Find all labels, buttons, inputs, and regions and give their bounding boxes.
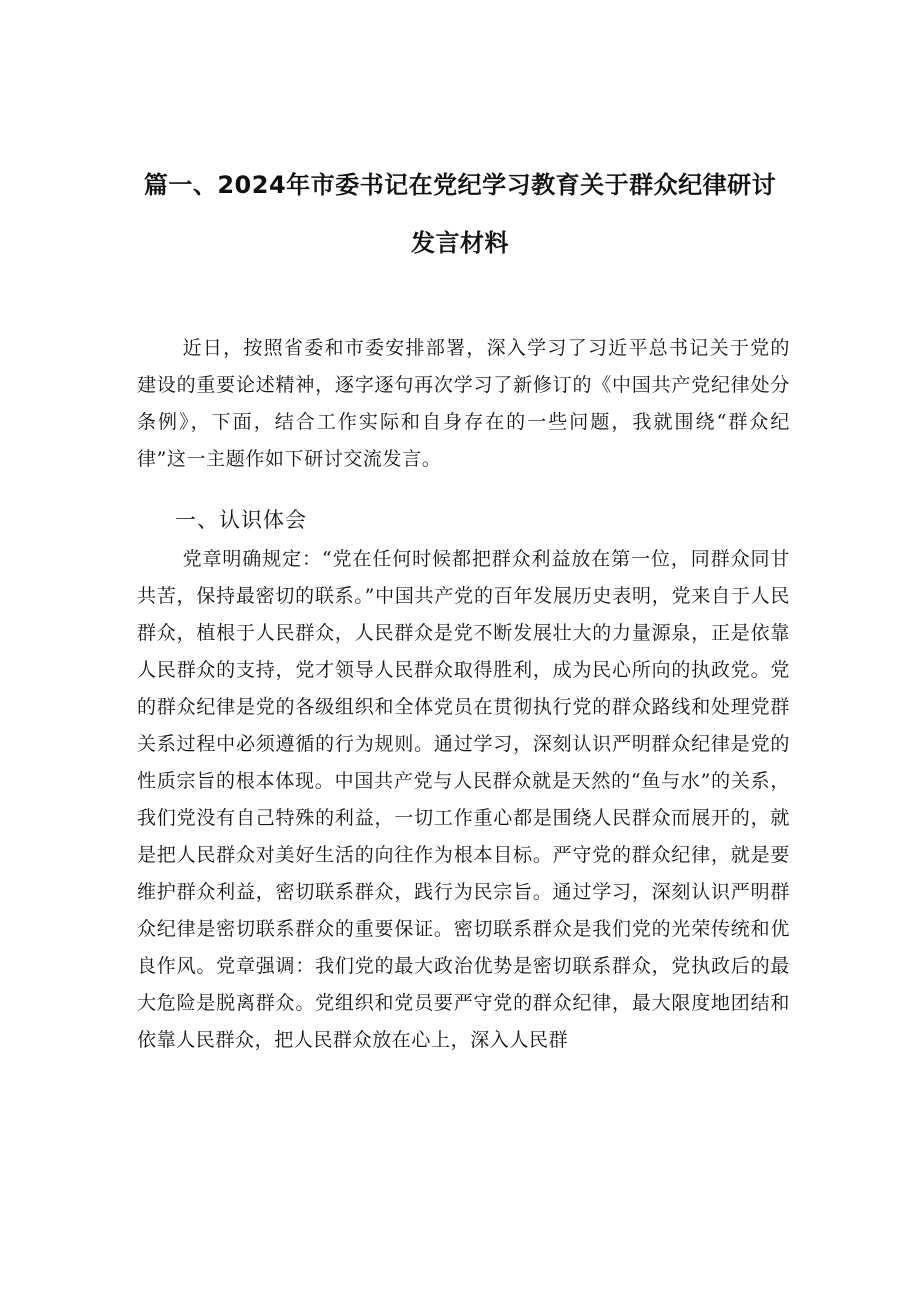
document-title-line-2: 发言材料 (411, 229, 509, 257)
section-heading: 一、认识体会 (175, 508, 307, 532)
document-title-line-1: 篇一、2024年市委书记在党纪学习教育关于群众纪律研讨 (143, 171, 777, 199)
intro-block (137, 330, 790, 478)
section-body-block (137, 541, 790, 1059)
intro-paragraph: 近日，按照省委和市委安排部署，深入学习了习近平总书记关于党的建设的重要论述精神，逐字逐句再次学习了新修订的《中国共产党纪律处分条例》，下面，结合工作实际和自身存在的一些问题，我就围绕“群众纪律”这一主题作如下研讨交流发言。 (137, 337, 790, 470)
section-paragraph: 党章明确规定：“党在任何时候都把群众利益放在第一位，同群众同甘共苦，保持最密切的联系。”中国共产党的百年发展历史表明，党来自于人民群众，植根于人民群众，人民群众是党不断发展壮大的力量源泉，正是依靠人民群众的支持，党才领导人民群众取得胜利，成为民心所向的执政党。党的群众纪律是党的各级组织和全体党员在贯彻执行党的群众路线和处理党群关系过程中必须遵循的行为规则。通过学习，深刻认识严明群众纪律是党的性质宗旨的根本体现。中国共产党与人民群众就是天然的“鱼与水”的关系，我们党没有自己特殊的利益，一切工作重心都是围绕人民群众而展开的，就是把人民群众对美好生活的向往作为根本目标。严守党的群众纪律，就是要维护群众利益，密切联系群众，践行为民宗旨。通过学习，深刻认识严明群众纪律是密切联系群众的重要保证。密切联系群众是我们党的光荣传统和优良作风。党章强调：我们党的最大政治优势是密切联系群众，党执政后的最大危险是脱离群众。党组织和党员要严守党的群众纪律，最大限度地团结和依靠人民群众，把人民群众放在心上，深入人民群 (137, 548, 790, 1051)
